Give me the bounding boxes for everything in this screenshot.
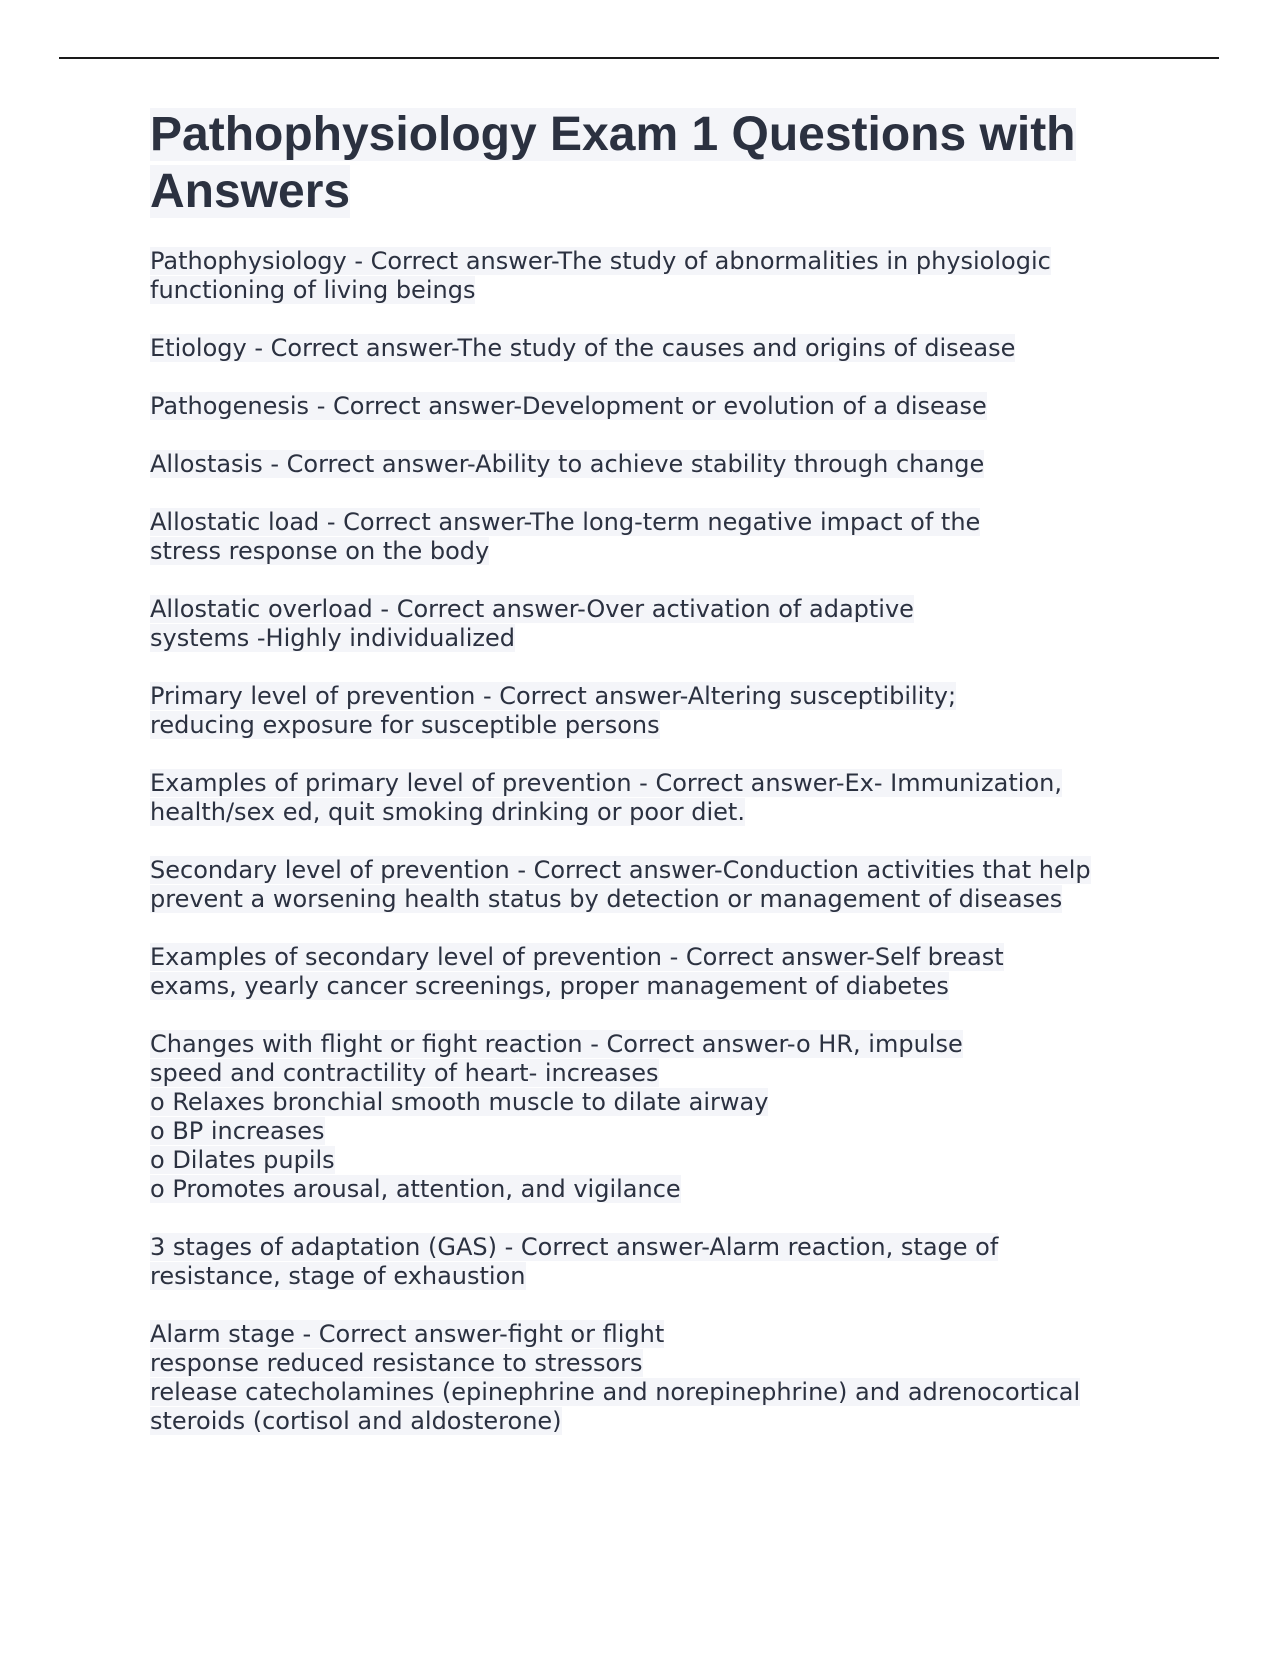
qa-entry-gas-stages — [150, 1233, 1200, 1291]
document-body — [150, 106, 1200, 1465]
qa-entry-allostatic-load — [150, 508, 1200, 566]
qa-entry-text: Primary level of prevention - Correct answer-Altering susceptibility; reducing exposure for susceptible persons — [150, 682, 957, 739]
qa-entry-text: Examples of secondary level of prevention - Correct answer-Self breast exams, yearly cancer screenings, proper management of diabetes — [150, 943, 1004, 1000]
qa-entry-text: Allostatic overload - Correct answer-Over activation of adaptive systems -Highly individualized — [150, 595, 914, 652]
qa-entry-pathophysiology — [150, 247, 1200, 305]
qa-entry-text: Changes with flight or fight reaction - Correct answer-o HR, impulse speed and contractility of heart- increases o Relaxes bronchial smooth muscle to dilate airway o BP increases o Dilates pupils o Promotes arousal, attention, and vigilance — [150, 1030, 963, 1203]
qa-list — [150, 247, 1200, 1436]
qa-entry-etiology — [150, 334, 1200, 363]
qa-entry-text: Pathophysiology - Correct answer-The study of abnormalities in physiologic functioning of living beings — [150, 247, 1051, 304]
qa-entry-text: Secondary level of prevention - Correct answer-Conduction activities that help prevent a worsening health status by detection or management of diseases — [150, 856, 1091, 913]
header-divider — [59, 57, 1219, 59]
qa-entry-primary-prevention — [150, 682, 1200, 740]
qa-entry-secondary-prevention-examples — [150, 943, 1200, 1001]
qa-entry-text: 3 stages of adaptation (GAS) - Correct answer-Alarm reaction, stage of resistance, stage of exhaustion — [150, 1233, 999, 1290]
qa-entry-fight-or-flight — [150, 1030, 1200, 1204]
qa-entry-text: Allostatic load - Correct answer-The long-term negative impact of the stress response on the body — [150, 508, 981, 565]
qa-entry-text: Alarm stage - Correct answer-fight or flight response reduced resistance to stressors release catecholamines (epinephrine and norepinephrine) and adrenocortical steroids (cortisol and aldosterone) — [150, 1320, 1081, 1435]
qa-entry-text: Pathogenesis - Correct answer-Development or evolution of a disease — [150, 392, 987, 420]
document-title — [150, 106, 1200, 220]
qa-entry-pathogenesis — [150, 392, 1200, 421]
qa-entry-alarm-stage — [150, 1320, 1200, 1436]
qa-entry-text: Examples of primary level of prevention - Correct answer-Ex- Immunization, health/sex ed, quit smoking drinking or poor diet. — [150, 769, 1062, 826]
document-title-text: Pathophysiology Exam 1 Questions with Answers — [150, 108, 1076, 218]
qa-entry-text: Etiology - Correct answer-The study of the causes and origins of disease — [150, 334, 1016, 362]
qa-entry-allostasis — [150, 450, 1200, 479]
qa-entry-allostatic-overload — [150, 595, 1200, 653]
qa-entry-secondary-prevention — [150, 856, 1200, 914]
qa-entry-primary-prevention-examples — [150, 769, 1200, 827]
qa-entry-text: Allostasis - Correct answer-Ability to achieve stability through change — [150, 450, 985, 478]
